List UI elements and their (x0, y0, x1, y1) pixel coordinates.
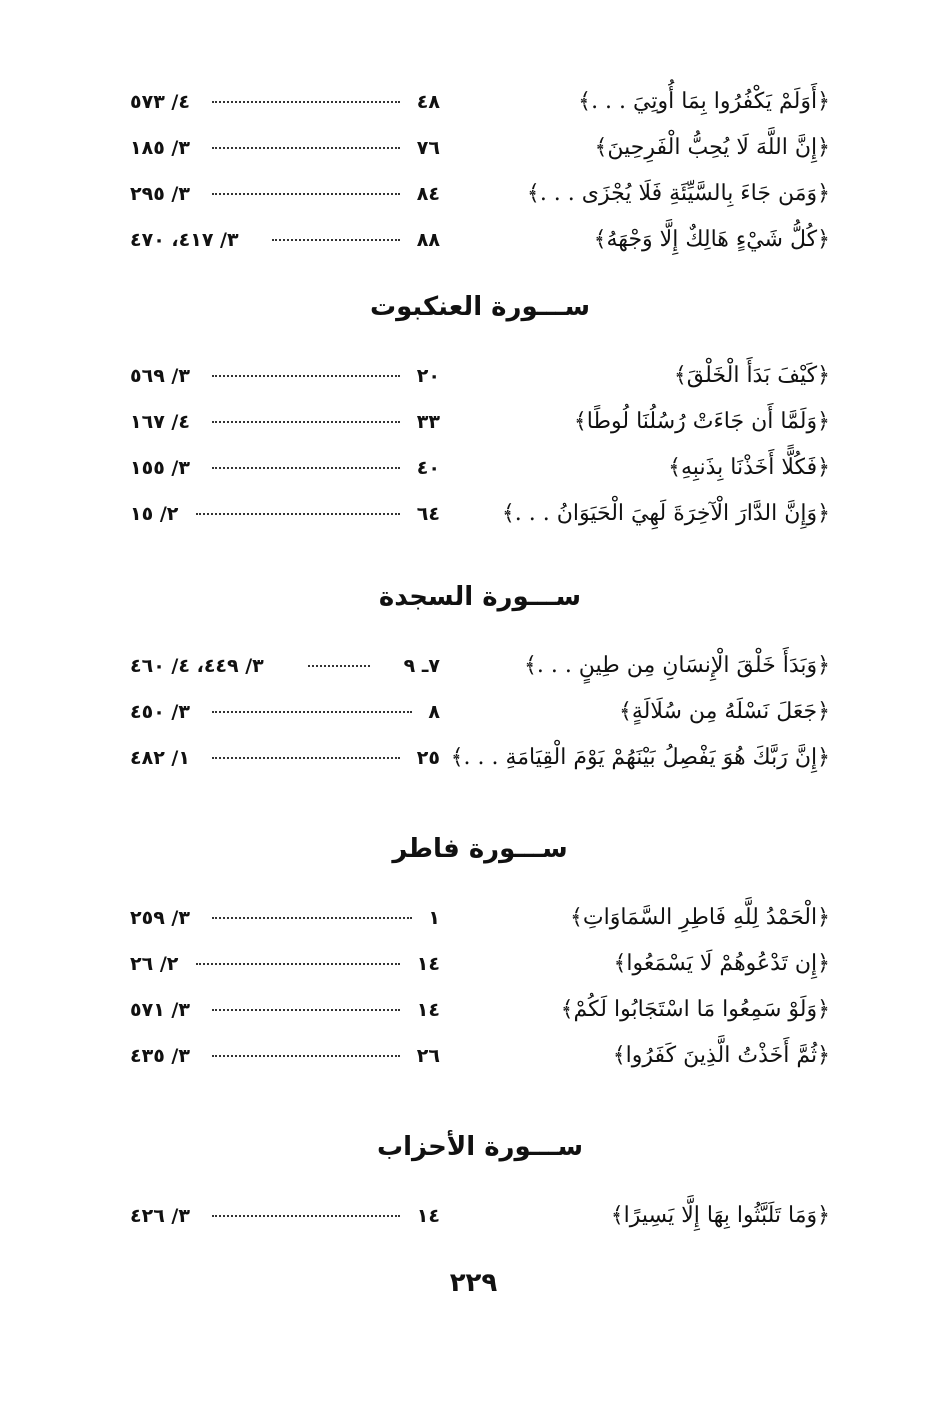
verse-text: ﴿وَلَوْ سَمِعُوا مَا اسْتَجَابُوا لَكُمْ﴾ (560, 997, 830, 1022)
page-reference: ٤/ ١٦٧ (130, 411, 190, 433)
dot-leader (212, 193, 400, 195)
page-reference: ٢/ ٢٦ (130, 953, 179, 975)
dot-leader (212, 467, 400, 469)
page-reference: ٣/ ٤٢٦ (130, 1205, 190, 1227)
index-entry (130, 171, 830, 217)
ayah-number: ١٤ (416, 999, 440, 1021)
surah-heading: ســـورة فاطر (392, 834, 568, 864)
verse-text: ﴿وَإِنَّ الدَّارَ الْآخِرَةَ لَهِيَ الْحَيَوَانُ . . .﴾ (501, 501, 830, 526)
index-entry (130, 941, 830, 987)
verse-text: ﴿إِنَّ رَبَّكَ هُوَ يَفْصِلُ بَيْنَهُمْ يَوْمَ الْقِيَامَةِ . . .﴾ (450, 745, 830, 770)
dot-leader (212, 421, 400, 423)
index-entry (130, 79, 830, 125)
index-entry (130, 1193, 830, 1239)
ayah-number: ٢٥ (416, 747, 440, 769)
index-entry (130, 643, 830, 689)
index-entry (130, 895, 830, 941)
dot-leader (212, 101, 400, 103)
section-fatir (130, 829, 830, 1079)
dot-leader (196, 963, 400, 965)
dot-leader (212, 147, 400, 149)
page-reference: ٣/ ١٥٥ (130, 457, 190, 479)
section-sajda (130, 577, 830, 781)
ayah-number: ٤٠ (416, 457, 440, 479)
verse-text: ﴿وَمَا تَلَبَّثُوا بِهَا إِلَّا يَسِيرًا﴾ (610, 1203, 830, 1228)
page-reference: ٣/ ٥٧١ (130, 999, 190, 1021)
dot-leader (272, 239, 400, 241)
index-entry (130, 445, 830, 491)
index-entry (130, 353, 830, 399)
dot-leader (212, 1009, 400, 1011)
surah-heading: ســـورة الأحزاب (376, 1132, 584, 1162)
index-entry (130, 1033, 830, 1079)
index-entry (130, 689, 830, 735)
ayah-number: ٨ (428, 701, 440, 723)
page-reference: ٣/ ٢٩٥ (130, 183, 190, 205)
ayah-number: ٣٣ (416, 411, 440, 433)
verse-text: ﴿فَكُلًّا أَخَذْنَا بِذَنبِهِ﴾ (668, 455, 830, 480)
index-entry (130, 735, 830, 781)
page-reference: ٣/ ٤٥٠ (130, 701, 190, 723)
page-reference: ٣/ ١٨٥ (130, 137, 190, 159)
page-reference: ٣/ ٥٦٩ (130, 365, 190, 387)
page-reference: ٤/ ٥٧٣ (130, 91, 190, 113)
surah-heading: ســـورة السجدة (378, 582, 582, 612)
verse-text: ﴿الْحَمْدُ لِلَّهِ فَاطِرِ السَّمَاوَاتِ﴾ (569, 905, 830, 930)
verse-text: ﴿كَيْفَ بَدَأَ الْخَلْقَ﴾ (673, 363, 830, 388)
page-number: ٢٢٩ (449, 1268, 498, 1298)
ayah-number: ١٤ (416, 953, 440, 975)
verse-text: ﴿ثُمَّ أَخَذْتُ الَّذِينَ كَفَرُوا﴾ (612, 1043, 830, 1068)
dot-leader (212, 711, 412, 713)
index-entry (130, 399, 830, 445)
section-ahzab (130, 1127, 830, 1239)
dot-leader (212, 1055, 400, 1057)
ayah-number: ٧٦ (416, 137, 440, 159)
ayah-number: ٨٤ (416, 183, 440, 205)
verse-text: ﴿وَبَدَأَ خَلْقَ الْإِنسَانِ مِن طِينٍ . . .﴾ (523, 653, 830, 678)
page-reference: ٣/ ٢٥٩ (130, 907, 190, 929)
index-entry (130, 217, 830, 263)
verse-text: ﴿وَلَمَّا أَن جَاءَتْ رُسُلُنَا لُوطًا﴾ (573, 409, 830, 434)
dot-leader (196, 513, 400, 515)
index-entry (130, 491, 830, 537)
verse-text: ﴿جَعَلَ نَسْلَهُ مِن سُلَالَةٍ﴾ (618, 699, 830, 724)
surah-heading: ســـورة العنكبوت (369, 292, 591, 322)
index-entry (130, 987, 830, 1033)
page-reference: ٣/ ٤٣٥ (130, 1045, 190, 1067)
ayah-number: ٨٨ (416, 229, 440, 251)
dot-leader (212, 757, 400, 759)
page-reference: ٢/ ١٥ (130, 503, 179, 525)
dot-leader (212, 917, 412, 919)
section-qasas-continued (130, 79, 830, 263)
ayah-number: ٧ـ ٩ (403, 655, 440, 677)
page-reference: ١/ ٤٨٢ (130, 747, 190, 769)
ayah-number: ٢٦ (416, 1045, 440, 1067)
section-ankabut (130, 287, 830, 537)
dot-leader (212, 1215, 400, 1217)
verse-text: ﴿إِن تَدْعُوهُمْ لَا يَسْمَعُوا﴾ (613, 951, 830, 976)
verse-text: ﴿أَوَلَمْ يَكْفُرُوا بِمَا أُوتِيَ . . .﴾ (578, 89, 830, 114)
ayah-number: ١٤ (416, 1205, 440, 1227)
verse-text: ﴿كُلُّ شَيْءٍ هَالِكٌ إِلَّا وَجْهَهُ﴾ (593, 227, 830, 252)
page-reference: ٣/ ٤٤٩، ٤/ ٤٦٠ (130, 655, 264, 677)
verse-text: ﴿وَمَن جَاءَ بِالسَّيِّئَةِ فَلَا يُجْزَى . . .﴾ (526, 181, 830, 206)
ayah-number: ١ (428, 907, 440, 929)
dot-leader (212, 375, 400, 377)
ayah-number: ٢٠ (416, 365, 440, 387)
ayah-number: ٦٤ (416, 503, 440, 525)
dot-leader (308, 665, 370, 667)
index-entry (130, 125, 830, 171)
page-reference: ٣/ ٤١٧، ٤٧٠ (130, 229, 239, 251)
verse-text: ﴿إِنَّ اللَّهَ لَا يُحِبُّ الْفَرِحِينَ﴾ (594, 135, 830, 160)
ayah-number: ٤٨ (416, 91, 440, 113)
